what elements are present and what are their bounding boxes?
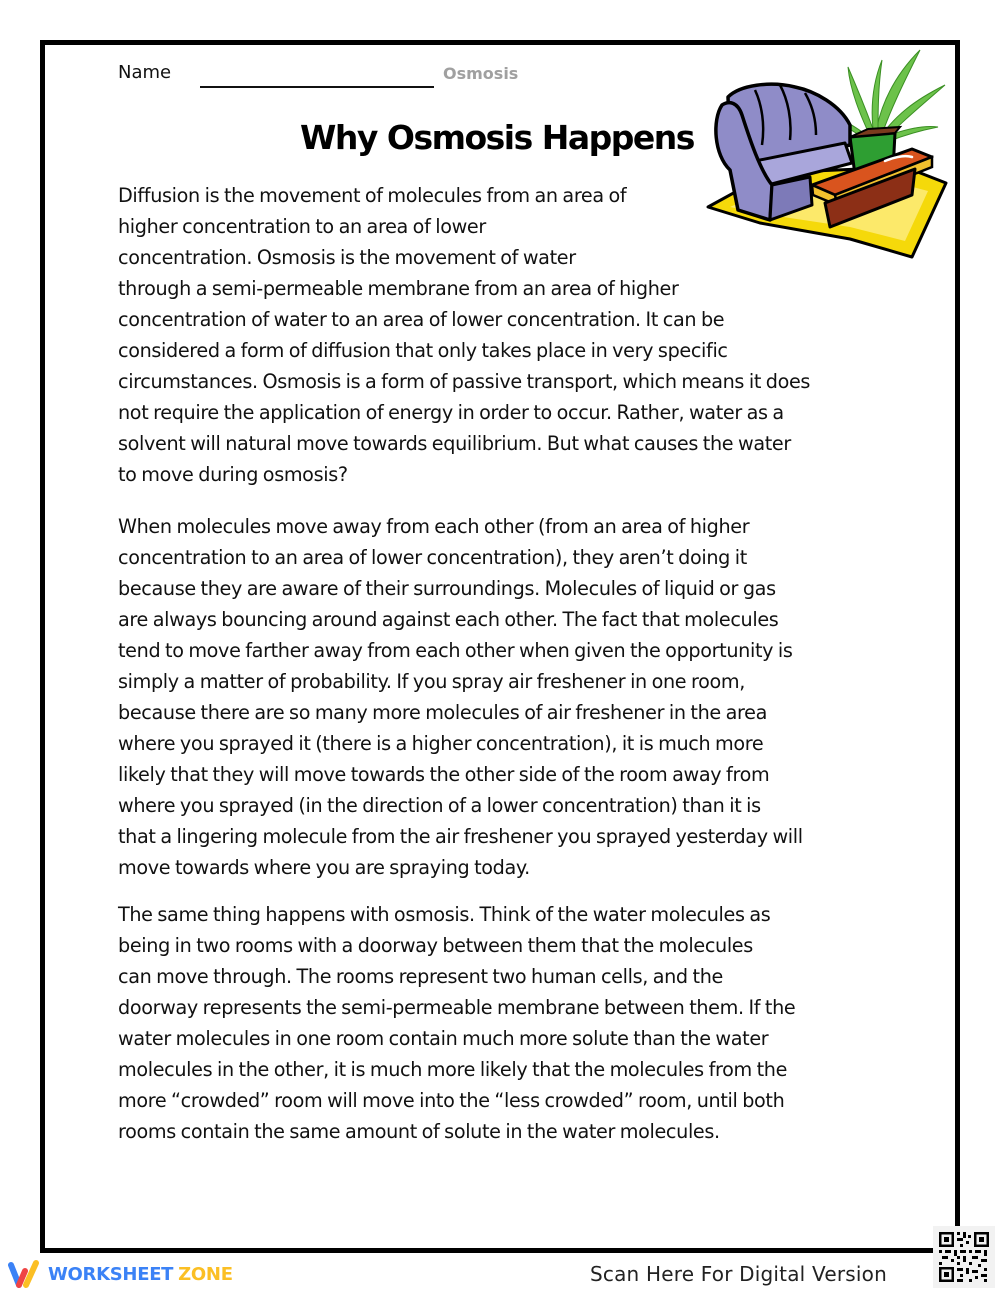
worksheet-zone-logo-icon [8,1259,42,1289]
text-line: because there are so many more molecules of air freshener in the area [118,701,767,724]
text-line: water molecules in one room contain much more solute than the water [118,1027,769,1050]
text-line: are always bouncing around against each other. The fact that molecules [118,608,779,631]
text-line: more “crowded” room will move into the “less crowded” room, until both [118,1089,785,1112]
text-line: circumstances. Osmosis is a form of passive transport, which means it does [118,370,811,393]
qr-code-icon[interactable] [933,1226,995,1288]
topic-label: Osmosis [443,64,519,83]
text-line: considered a form of diffusion that only takes place in very specific [118,339,728,362]
text-line: to move during osmosis? [118,463,348,486]
text-line: The same thing happens with osmosis. Think of the water molecules as [118,903,771,926]
text-line: where you sprayed (in the direction of a lower concentration) than it is [118,794,761,817]
scan-for-digital-version-text: Scan Here For Digital Version [590,1262,887,1286]
text-line: Diffusion is the movement of molecules from an area of [118,184,627,207]
text-line: likely that they will move towards the other side of the room away from [118,763,770,786]
text-line: being in two rooms with a doorway between them that the molecules [118,934,753,957]
text-line: higher concentration to an area of lower [118,215,486,238]
text-line: not require the application of energy in order to occur. Rather, water as a [118,401,784,424]
text-line: simply a matter of probability. If you spray air freshener in one room, [118,670,745,693]
text-line: concentration of water to an area of lower concentration. It can be [118,308,725,331]
text-line: where you sprayed it (there is a higher concentration), it is much more [118,732,764,755]
text-line: concentration to an area of lower concentration), they aren’t doing it [118,546,747,569]
text-line: When molecules move away from each other (from an area of higher [118,515,750,538]
text-line: rooms contain the same amount of solute in the water molecules. [118,1120,720,1143]
page-title: Why Osmosis Happens [300,118,694,157]
paragraph-2 [118,511,803,883]
name-label: Name [118,62,172,83]
text-line: through a semi-permeable membrane from an area of higher [118,277,679,300]
brand-name-worksheet: WORKSHEET [48,1263,174,1285]
text-line: tend to move farther away from each other when given the opportunity is [118,639,793,662]
name-input-line[interactable] [200,86,434,88]
paragraph-1 [118,180,810,490]
text-line: solvent will natural move towards equilibrium. But what causes the water [118,432,791,455]
text-line: concentration. Osmosis is the movement of water [118,246,576,269]
text-line: because they are aware of their surroundings. Molecules of liquid or gas [118,577,776,600]
paragraph-3 [118,899,795,1147]
worksheet-zone-logo[interactable] [8,1258,233,1290]
text-line: that a lingering molecule from the air freshener you sprayed yesterday will [118,825,803,848]
text-line: molecules in the other, it is much more likely that the molecules from the [118,1058,788,1081]
brand-name-zone: ZONE [178,1263,233,1285]
text-line: doorway represents the semi-permeable membrane between them. If the [118,996,796,1019]
text-line: can move through. The rooms represent two human cells, and the [118,965,723,988]
text-line: move towards where you are spraying today. [118,856,530,879]
